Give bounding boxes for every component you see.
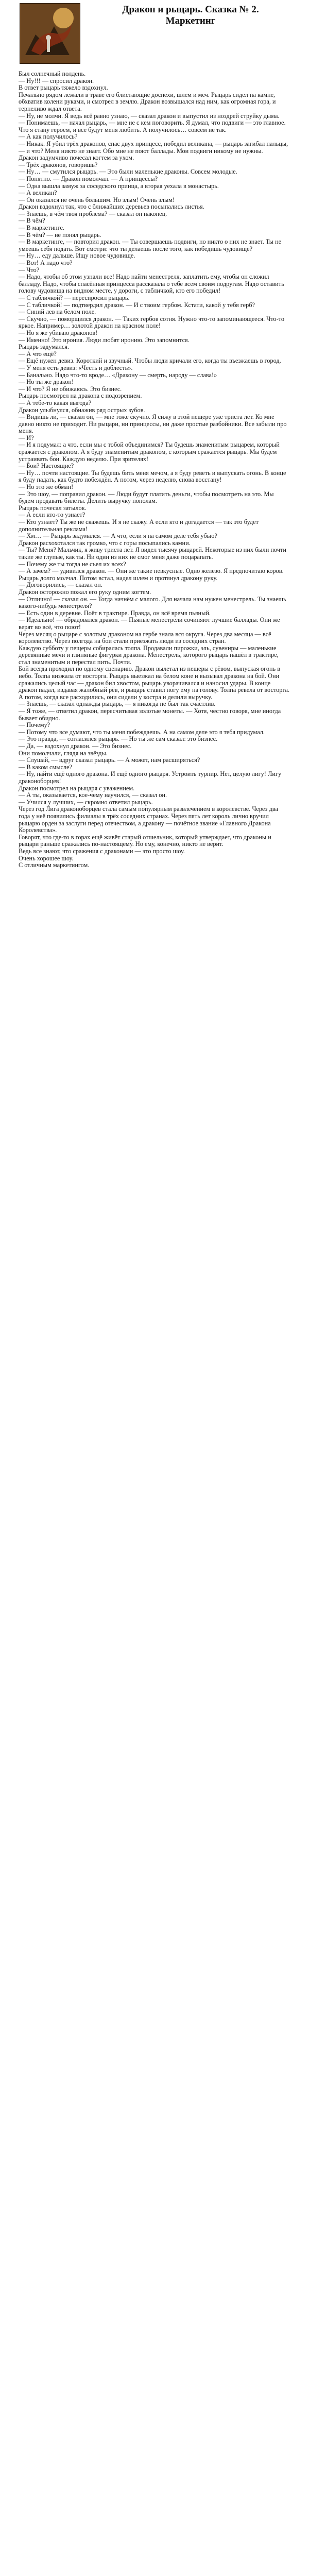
story-paragraph: Был солнечный полдень. xyxy=(19,70,86,77)
story-paragraph: — А ты, оказывается, кое-чему научился, — сказал он. xyxy=(19,791,167,799)
story-paragraph: — Но ты же дракон! xyxy=(19,378,74,386)
story-paragraph: — Знаешь, — сказал однажды рыцарь, — я никогда не был так счастлив. xyxy=(19,700,216,708)
story-paragraph: А потом, когда все расходились, они сидели у костра и делили выручку. xyxy=(19,693,212,701)
story-paragraph: — Но это же обман! xyxy=(19,483,74,491)
story-paragraph: — Ну… еду дальше. Ищу новое чудовище. xyxy=(19,252,135,260)
story-paragraph: — Я тоже, — ответил дракон, пересчитывая золотые монеты. — Хотя, честно говоря, мне иногда бывает обидно. xyxy=(19,707,281,722)
story-paragraph: — Знаешь, в чём твоя проблема? — сказал он наконец. xyxy=(19,210,167,217)
story-paragraph: — Надо, чтобы об этом узнали все! Надо найти менестреля, заплатить ему, чтобы он сложил балладу. Надо, чтобы спасённая принцесса рассказала о тебе всем своим подругам. Надо оставить голову чудовища на видном месте, у дороги, с табличкой, кто его победил! xyxy=(19,273,284,295)
story-paragraph: — А что ещё? xyxy=(19,350,57,358)
story-paragraph: Через год Лига драконоборцев стала самым популярным развлечением в королевстве. Через два года у неё появились филиалы в трёх соседних странах. Через пять лет король лично вручил рыцарю орден за заслуги перед отечеством, а дракону — почётное звание «Главного Дракона Королевства». xyxy=(19,805,278,834)
title-line-2: Маркетинг xyxy=(165,15,216,26)
title-line-1: Дракон и рыцарь. Сказка № 2. xyxy=(122,4,259,15)
story-paragraph: Дракон задумчиво почесал когтем за ухом. xyxy=(19,154,134,162)
story-paragraph: — Скучно, — поморщился дракон. — Таких гербов сотня. Нужно что-то запоминающееся. Что-то яркое. Например… золотой дракон на красном поле! xyxy=(19,315,285,330)
story-paragraph: — Именно! Это ирония. Люди любят иронию. Это запомнится. xyxy=(19,336,190,344)
story-paragraph: — В маркетинге. xyxy=(19,224,65,232)
story-paragraph: — А как получилось? xyxy=(19,133,78,141)
story-paragraph: Очень хорошее шоу. xyxy=(19,854,74,862)
story-paragraph: — И? xyxy=(19,434,34,442)
story-paragraph: — Вот! А надо что? xyxy=(19,259,73,267)
story-paragraph: — Да, — вздохнул дракон. — Это бизнес. xyxy=(19,742,132,750)
story-paragraph: — Одна вышла замуж за соседского принца, а вторая уехала в монастырь. xyxy=(19,182,219,190)
story-paragraph: Рыцарь задумался. xyxy=(19,343,70,351)
story-paragraph: Говорят, что где-то в горах ещё живёт старый отшельник, который утверждает, что драконы и рыцари раньше сражались по-настоящему. Но ему, конечно, никто не верит. xyxy=(19,833,271,848)
story-paragraph: — А если кто-то узнает? xyxy=(19,511,85,519)
story-paragraph: Рыцарь посмотрел на дракона с подозрением. xyxy=(19,392,142,400)
story-paragraph: — А зачем? — удивился дракон. — Они же такие невкусные. Одно железо. Я предпочитаю коров. xyxy=(19,567,284,575)
story-paragraph: — Почему? xyxy=(19,721,50,729)
dragon-knight-illustration xyxy=(20,3,80,64)
story-paragraph: — Кто узнает? Ты же не скажешь. И я не скажу. А если кто и догадается — так это будет дополнительная реклама! xyxy=(19,518,259,533)
story-paragraph: — С табличкой! — подтвердил дракон. — И с твоим гербом. Кстати, какой у тебя герб? xyxy=(19,301,255,309)
story-paragraph: — У меня есть девиз: «Честь и доблесть». xyxy=(19,364,133,371)
story-paragraph: — Ты? Меня? Мальчик, я живу триста лет. Я видел тысячу рыцарей. Некоторые из них были почти такие же глупые, как ты. Ни один из них не смог меня даже поцарапать. xyxy=(19,546,286,561)
story-paragraph: — Потому что все думают, что ты меня побеждаешь. А на самом деле это я тебя придумал. xyxy=(19,728,265,736)
story-paragraph: — Понятно. — Дракон помолчал. — А принцессы? xyxy=(19,175,158,182)
story-paragraph: — Понимаешь, — начал рыцарь, — мне не с кем поговорить. Я думал, что подвиги — это главное. Что я стану героем, и все будут меня любить. А получилось… совсем не так. xyxy=(19,119,286,133)
story-paragraph: — В чём? xyxy=(19,217,45,225)
story-paragraph: — Хм… — Рыцарь задумался. — А что, если я на самом деле тебя убью? xyxy=(19,532,217,540)
story-paragraph: — Никак. Я убил трёх драконов, спас двух принцесс, победил великана, — рыцарь загибал пальцы, — и что? Меня никто не знает. Обо мне не поют баллады. Мои подвиги никому не нужны. xyxy=(19,140,288,155)
story-paragraph: — Ну, найти ещё одного дракона. И ещё одного рыцаря. Устроить турнир. Нет, целую лигу! Лигу драконоборцев! xyxy=(19,770,282,785)
story-paragraph: — Бои? Настоящие? xyxy=(19,462,74,470)
story-paragraph: С отличным маркетингом. xyxy=(19,861,90,869)
story-paragraph: Ведь все знают, что сражения с драконами — это просто шоу. xyxy=(19,847,185,855)
story-paragraph: — Трёх драконов, говоришь? xyxy=(19,161,98,168)
story-paragraph: — В чём? — не понял рыцарь. xyxy=(19,231,101,239)
story-paragraph: — И что? Я не обижаюсь. Это бизнес. xyxy=(19,385,122,393)
dragon-knight-illustration-icon xyxy=(20,4,80,63)
story-paragraph: Каждую субботу у пещеры собиралась толпа. Продавали пирожки, эль, сувениры — маленькие деревянные мечи и глиняные фигурки дракона. Менестрель, которого рыцарь нашёл в трактире, стал знаменитым и перестал пить. Почти. xyxy=(19,644,279,666)
story-paragraph: — Ну… почти настоящие. Ты будешь бить меня мечом, а я буду реветь и выпускать огонь. В конце я буду падать, как будто побеждён. А потом, через неделю, снова восстану! xyxy=(19,469,286,484)
story-paragraph: — Идеально! — обрадовался дракон. — Пьяные менестрели сочиняют лучшие баллады. Они же верят во всё, что поют! xyxy=(19,616,280,631)
story-paragraph: В ответ рыцарь тяжело вздохнул. xyxy=(19,84,108,92)
story-paragraph: — Отлично! — сказал он. — Тогда начнём с малого. Для начала нам нужен менестрель. Ты знаешь какого-нибудь менестреля? xyxy=(19,595,286,610)
story-paragraph: — Ну!!! — спросил дракон. xyxy=(19,77,94,84)
story-paragraph: Дракон улыбнулся, обнажив ряд острых зубов. xyxy=(19,406,145,414)
story-paragraph: — Учился у лучших, — скромно ответил рыцарь. xyxy=(19,798,153,806)
story-paragraph: — С табличкой? — переспросил рыцарь. xyxy=(19,294,130,301)
story-paragraph: Через месяц о рыцаре с золотым драконом на гербе знала вся округа. Через два месяца — всё королевство. Через полгода на бои стали приезжать люди из соседних стран. xyxy=(19,630,271,645)
story-paragraph: — Но я же убиваю драконов! xyxy=(19,329,98,336)
story-paragraph: — Ещё нужен девиз. Короткий и звучный. Чтобы люди кричали его, когда ты въезжаешь в город. xyxy=(19,357,281,365)
story-paragraph: Дракон осторожно пожал его руку одним когтем. xyxy=(19,588,151,596)
story-paragraph: — Это шоу, — поправил дракон. — Люди будут платить деньги, чтобы посмотреть на это. Мы будем продавать билеты. Делить выручку пополам. xyxy=(19,490,274,505)
story-paragraph: — Договорились, — сказал он. xyxy=(19,581,102,589)
story-paragraph: Дракон расхохотался так громко, что с горы посыпались камни. xyxy=(19,539,191,547)
story-paragraph: — В маркетинге, — повторил дракон. — Ты совершаешь подвиги, но никто о них не знает. Ты не умеешь себя подать. Вот смотри: что ты делаешь после того, как победишь чудовище? xyxy=(19,238,282,252)
story-paragraph: Они помолчали, глядя на звёзды. xyxy=(19,749,108,757)
story-header xyxy=(0,0,309,66)
story-paragraph: — Ну, не молчи. Я ведь всё равно узнаю, — сказал дракон и выпустил из ноздрей струйку дыма. xyxy=(19,112,280,120)
story-body xyxy=(19,71,290,869)
story-paragraph: — Синий лев на белом поле. xyxy=(19,308,96,316)
story-paragraph: — Банально. Надо что-то вроде… «Дракону — смерть, народу — слава!» xyxy=(19,371,217,379)
story-paragraph: — Он оказался не очень большим. Но злым! Очень злым! xyxy=(19,196,175,204)
story-paragraph: — Видишь ли, — сказал он, — мне тоже скучно. Я сижу в этой пещере уже триста лет. Ко мне давно никто не приходит. Ни рыцари, ни принцессы, ни даже простые разбойники. Все забыли про меня. xyxy=(19,413,287,435)
story-paragraph: — Это правда, — согласился рыцарь. — Но ты же сам сказал: это бизнес. xyxy=(19,735,218,743)
story-paragraph: — Слушай, — вдруг сказал рыцарь. — А может, нам расширяться? xyxy=(19,756,200,764)
story-paragraph: — И я подумал: а что, если мы с тобой объединимся? Ты будешь знаменитым рыцарем, который сражается с драконом. А я буду знаменитым драконом, с которым сражается рыцарь. Мы будем устраивать бои. Каждую неделю. При зрителях! xyxy=(19,441,280,463)
story-paragraph: Печально рядом лежали в траве его блистающие доспехи, шлем и меч. Рыцарь сидел на камне, обхватив колени руками, и смотрел в землю. Дракон возвышался над ним, как огромная гора, и терпеливо ждал ответа. xyxy=(19,91,276,112)
story-paragraph: — Что? xyxy=(19,266,40,274)
story-paragraph: — Почему же ты тогда не съел их всех? xyxy=(19,560,126,568)
story-paragraph: Рыцарь долго молчал. Потом встал, надел шлем и протянул дракону руку. xyxy=(19,574,218,582)
story-paragraph: — Есть один в деревне. Поёт в трактире. Правда, он всё время пьяный. xyxy=(19,609,211,617)
story-paragraph: Дракон вздохнул так, что с ближайших деревьев посыпались листья. xyxy=(19,203,204,211)
story-paragraph: — А великан? xyxy=(19,189,57,197)
story-paragraph: Рыцарь почесал затылок. xyxy=(19,504,87,512)
story-paragraph: — А тебе-то какая выгода? xyxy=(19,399,92,406)
story-paragraph: Бой всегда проходил по одному сценарию. Дракон вылетал из пещеры с рёвом, выпуская огонь в небо. Толпа визжала от восторга. Рыцарь выезжал на белом коне и вызывал дракона на бой. Они сражались целый час — дракон бил хвостом, рыцарь уворачивался и наносил удары. В конце дракон падал, издавая жалобный рёв, и рыцарь ставил ногу ему на голову. Толпа ревела от восторга. xyxy=(19,665,290,694)
story-title xyxy=(88,4,294,27)
story-paragraph: Дракон посмотрел на рыцаря с уважением. xyxy=(19,784,135,792)
story-paragraph: — В каком смысле? xyxy=(19,763,73,771)
story-paragraph: — Ну… — смутился рыцарь. — Это были маленькие драконы. Совсем молодые. xyxy=(19,168,237,176)
